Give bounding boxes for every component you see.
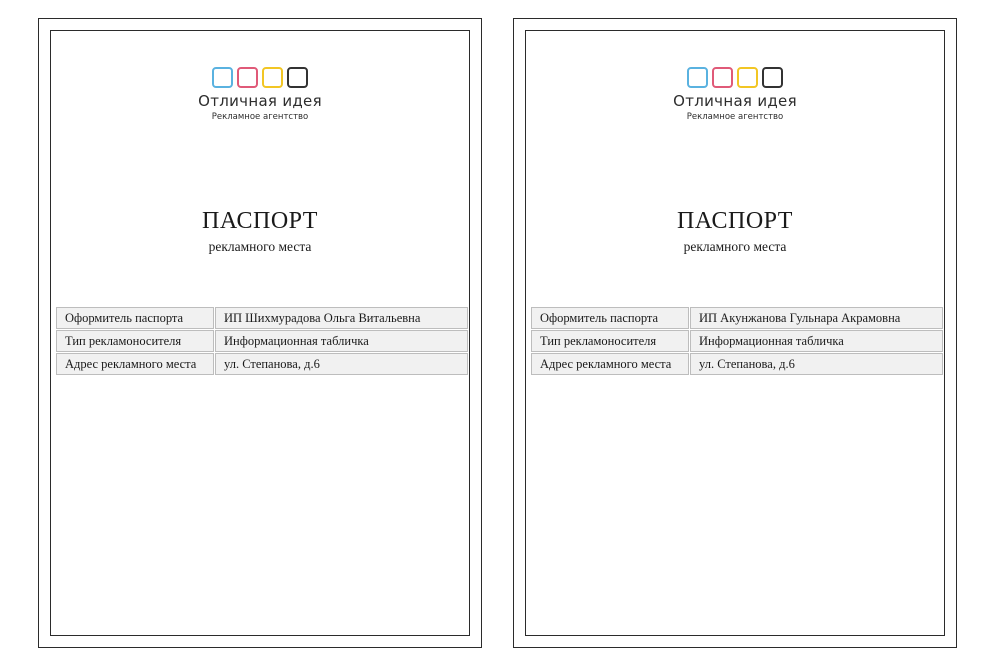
row-value: Информационная табличка (215, 330, 468, 352)
row-value: ул. Степанова, д.6 (690, 353, 943, 375)
logo-square-yellow (737, 67, 758, 88)
logo-tagline: Рекламное агентство (686, 112, 784, 122)
row-label: Оформитель паспорта (531, 307, 689, 329)
passport-info-table (530, 306, 944, 376)
table-row (531, 307, 943, 329)
table-row (531, 353, 943, 375)
row-value: ИП Шихмурадова Ольга Витальевна (215, 307, 468, 329)
row-label: Адрес рекламного места (531, 353, 689, 375)
logo-square-yellow (262, 67, 283, 88)
row-label: Адрес рекламного места (56, 353, 214, 375)
logo-squares (526, 67, 944, 88)
passport-info-table (55, 306, 469, 376)
page-frame (50, 30, 470, 636)
table-row (56, 330, 468, 352)
passport-page-2 (513, 18, 957, 648)
document-title: ПАСПОРТ (202, 208, 318, 234)
logo-square-pink (712, 67, 733, 88)
agency-logo (526, 67, 944, 122)
passport-page-1 (38, 18, 482, 648)
row-value: ул. Степанова, д.6 (215, 353, 468, 375)
table-row (56, 353, 468, 375)
logo-squares (51, 67, 469, 88)
table-row (56, 307, 468, 329)
logo-tagline: Рекламное агентство (211, 112, 309, 122)
logo-square-black (287, 67, 308, 88)
logo-square-blue (212, 67, 233, 88)
document-subtitle: рекламного места (208, 239, 312, 254)
row-value: Информационная табличка (690, 330, 943, 352)
logo-name: Отличная идея (673, 92, 797, 110)
agency-logo (51, 67, 469, 122)
table-row (531, 330, 943, 352)
document-subtitle: рекламного места (683, 239, 787, 254)
page-frame (525, 30, 945, 636)
logo-name: Отличная идея (198, 92, 322, 110)
logo-square-black (762, 67, 783, 88)
logo-square-blue (687, 67, 708, 88)
document-title: ПАСПОРТ (677, 208, 793, 234)
logo-square-pink (237, 67, 258, 88)
row-label: Оформитель паспорта (56, 307, 214, 329)
row-value: ИП Акунжанова Гульнара Акрамовна (690, 307, 943, 329)
row-label: Тип рекламоносителя (56, 330, 214, 352)
row-label: Тип рекламоносителя (531, 330, 689, 352)
